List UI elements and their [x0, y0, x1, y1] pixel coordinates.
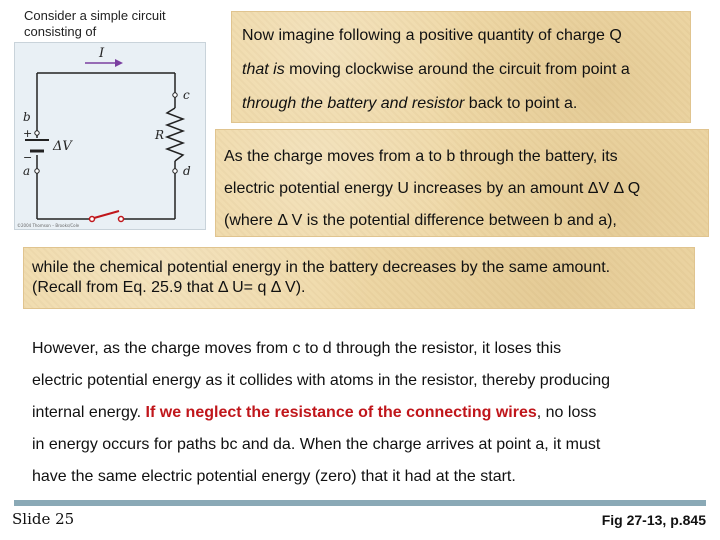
box1-line-3-rest: back to point a.	[464, 95, 578, 112]
box1-line-2	[242, 60, 630, 80]
para-line-1: However, as the charge moves from c to d through the resistor, it loses this	[32, 340, 562, 357]
para-line-4: in energy occurs for paths bc and da. When the charge arrives at point a, it must	[32, 436, 601, 453]
box3-line-2: (Recall from Eq. 25.9 that Δ U= q Δ V).	[32, 279, 306, 296]
circuit-diagram	[15, 43, 205, 229]
slide-number: Slide 25	[12, 510, 75, 528]
box1-line-2-rest: moving clockwise around the circuit from point a	[284, 61, 630, 78]
box1-line-2-italic: that is	[242, 61, 285, 78]
label-dV: ΔV	[53, 139, 72, 154]
switch-contact-right	[119, 217, 124, 222]
para-line-3-end: , no loss	[536, 404, 597, 421]
para-line-3	[32, 404, 596, 422]
switch-contact-left	[90, 217, 95, 222]
label-c: c	[183, 88, 190, 102]
circuit-figure	[14, 42, 206, 230]
box2-line-2: electric potential energy U increases by an amount ΔV Δ Q	[224, 180, 641, 197]
node-b	[35, 131, 39, 135]
callout-box-1	[232, 12, 690, 122]
footer-accent-bar	[14, 500, 706, 506]
label-d: d	[183, 164, 191, 178]
callout-box-2	[216, 130, 708, 236]
box2-line-3: (where Δ V is the potential difference between b and a),	[224, 212, 617, 229]
para-line-5: have the same electric potential energy (zero) that it had at the start.	[32, 468, 516, 485]
node-c	[173, 93, 177, 97]
emphasis-text: If we neglect the resistance of the connecting wires	[145, 404, 537, 421]
current-arrow-head	[115, 59, 123, 67]
resistor-zigzag	[167, 108, 183, 161]
box1-line-3-italic: through the battery and resistor	[242, 95, 465, 112]
label-I: I	[99, 46, 105, 61]
box1-line-1: Now imagine following a positive quantity of charge Q	[242, 27, 622, 44]
label-minus: −	[23, 151, 33, 164]
node-a	[35, 169, 39, 173]
intro-line-1: Consider a simple circuit	[24, 8, 166, 23]
figure-credit: ©2004 Thomson – Brooks/Cole	[17, 223, 80, 228]
label-a: a	[23, 164, 31, 178]
box3-line-1: while the chemical potential energy in the battery decreases by the same amount.	[32, 259, 611, 276]
switch-lever	[94, 211, 119, 218]
intro-line-2: consisting of	[24, 24, 97, 39]
label-R: R	[155, 128, 165, 142]
box2-line-1: As the charge moves from a to b through the battery, its	[224, 148, 618, 165]
para-line-3-start: internal energy.	[32, 404, 146, 421]
node-d	[173, 169, 177, 173]
label-b: b	[23, 110, 31, 124]
figure-reference: Fig 27-13, p.845	[601, 512, 706, 528]
para-line-2: electric potential energy as it collides with atoms in the resistor, thereby producing	[32, 372, 611, 389]
callout-box-3	[24, 248, 694, 308]
box1-line-3	[242, 94, 577, 114]
label-plus: +	[23, 127, 33, 140]
intro-text	[24, 8, 194, 40]
